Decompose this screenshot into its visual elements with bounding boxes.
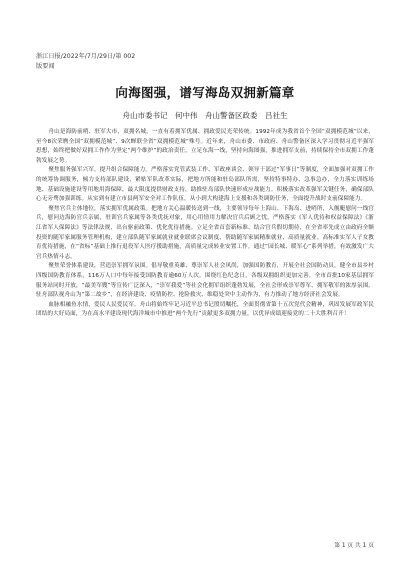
paragraph-4: 聚焦荣誉体系建设，营造崇军拥军氛围。倡导敬重英雄、尊崇军人社会风尚，加强国防教育，开展全社会国防动员，健全市县乡村四级国防教育体系，116万人口中每年接受国防教育逾60万人次。围绕红色纪念日，各级双拥组织更加完善。全市首批10家基层拥军服务站同时开放，“最美军嫂”等宣传广泛深入，“崇军我爱”等社会化拥军组织蓬勃发展，全社会形成崇军尊军、拥军敬军的浓厚氛围。驻舟部队视舟山为“第二故乡”，在经济建设、疫情防控、抢险救灾、维稳处突中主动作为，有力推动了地方经济社会发展。 — [36, 263, 374, 299]
article-byline: 舟山市委书记 何中伟 舟山警备区政委 吕社生 — [122, 111, 288, 120]
article-body — [36, 128, 374, 320]
section-label: 版要闻 — [36, 63, 55, 70]
source-line: 浙江日报/2022年/7月/29日/第 002 — [36, 53, 136, 60]
article-title: 向海图强，谱写海岛双拥新篇章 — [115, 85, 295, 100]
source-meta — [36, 52, 135, 72]
paragraph-3: 聚焦官兵主体地位，落实拥军优属政策。把地方关心温暖传送到一线，主要领导每年上海山、下海岛、进哨所，入舰艇慰问一线官兵，慰问边海防官兵亲属，驻训官兵家属等各类优抚对象，用心用情用力解决官兵后顾之忧。严格落实《军人优待和权益保障法》《浙江省军人保障法》等法律法规，出台驱前政策、优化优待措施。立足全省首套新标准、结合官兵假切期待，在全省率先成立由政府全额投资的随军家属服务管理机构，建立部队随军家属就业就业联席会议制度，帮助随军家属精准就业，高质量就业。高标准实军人子女教育优待措施，在“省标”基础上推行退役军人医疗援助措施，高质量完成转业安置工作。通过“园长城、暖军心”系列举措，有效激发广大官兵热情斗志。 — [36, 205, 374, 260]
paragraph-5: 血脉相融鱼水情，爱民人民爱民军。舟山将始终牢记习近平总书记殷切嘱托，全面贯彻省第十五次党代会精神，巩固发展军政军民团结的大好局面，为在高水平建设现代海洋城市中推进“两个先行”贡献更多双拥力量，以优异成绩迎接党的二十大胜利召开！ — [36, 301, 374, 318]
page-indicator: 第 1 页 共 1 页 — [334, 543, 374, 549]
paragraph-2: 聚焦服务强军兴军，提升组合保障能力。严格落实党管武装工作、军政座谈会、领导干部过“军事日”等制度，全面加强对双拥工作的统筹协调服务，倾力支持部队建设，紧贴军队改革实际，把地方所能和驻岛部队所需，坚持特事特办、急事急办，全力落实训练场地、基础设施建设等用地用海保障，最大限度提供财政支持，助推驻岛部队快速形成应战能力。积极落实改革强军关键任务，确保部队心无旁骛加强训练。从实到有建立市县两军安全对工作队伍，从小到大构建海上支援和各类调防任务，全面提升战时支前保障能力。 — [36, 167, 374, 203]
paragraph-1: 舟山是海防前哨、驻军大市，双拥名城，一直有着拥军优属、拥政爱民光荣传统。1992年成为我省首个全国“双拥模范城”以来，至今8次荣膺全国“双拥模范城”、9次蝉联全省“双拥模范城”殊号。近年来，舟山市委、市政府、舟山警备区深入学习贯彻习近平强军思想，始终把做好双拥工作作为坚定“两个维护”的政治责任，立足东海一线，坚持向海图强，推进拥军支前，持续保持全市双拥工作蓬勃发展之势。 — [36, 129, 374, 164]
